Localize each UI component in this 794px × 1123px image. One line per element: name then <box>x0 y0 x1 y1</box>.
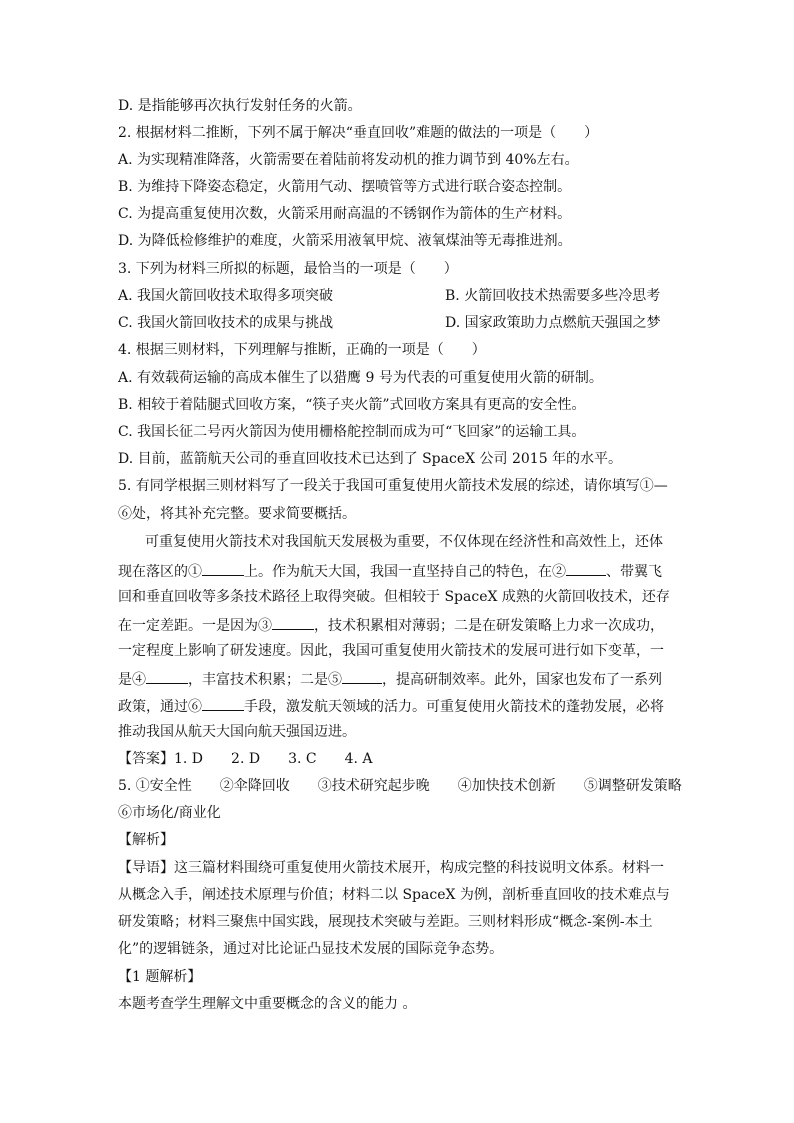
q3-stem: 3. 下列为材料三所拟的标题，最恰当的一项是（ ） <box>118 261 458 277</box>
q3-option-b: B. 火箭回收技术热需要多些冷思考 <box>445 288 661 304</box>
analysis-intro-line4: 化”的逻辑链条，通过对比论证凸显技术发展的国际竞争态势。 <box>118 941 504 957</box>
q3-option-d: D. 国家政策助力点燃航天强国之梦 <box>445 315 661 331</box>
passage-text: ，技术积累相对薄弱；二是在研发策略上力求一次成功， <box>314 618 664 634</box>
passage-text: 是④ <box>118 672 146 688</box>
analysis-intro-line1: 【导语】这三篇材料围绕可重复使用火箭技术展开，构成完整的科技说明文体系。材料一 <box>118 860 664 876</box>
passage-text: 上。作为航天大国，我国一直坚持自己的特色，在② <box>244 564 566 580</box>
q1-analysis-text: 本题考查学生理解文中重要概念的含义的能力 。 <box>118 996 417 1012</box>
q5-passage-line5: 一定程度上影响了研发速度。因此，我国可重复使用火箭技术的发展可进行如下变革，一 <box>118 643 664 659</box>
blank-4 <box>146 668 188 684</box>
q3-option-c: C. 我国火箭回收技术的成果与挑战 <box>118 315 334 331</box>
analysis-intro-line3: 研发策略；材料三聚焦中国实践，展现技术突破与差距。三则材料形成“概念-案例-本土 <box>118 914 653 930</box>
blank-6 <box>202 695 244 711</box>
answer-line1: 【答案】1. D 2. D 3. C 4. A <box>118 751 373 767</box>
passage-text: 现在落区的① <box>118 564 202 580</box>
blank-1 <box>202 560 244 576</box>
q5-passage-line6 <box>118 668 662 688</box>
q5-passage-line4 <box>118 614 664 634</box>
q5-passage-line8: 推动我国从航天大国向航天强国迈进。 <box>118 724 356 740</box>
q2-option-a: A. 为实现精准降落，火箭需要在着陆前将发动机的推力调节到 40%左右。 <box>118 152 579 168</box>
passage-text: 、带翼飞 <box>606 564 662 580</box>
q2-option-d: D. 为降低检修维护的难度，火箭采用液氧甲烷、液氧煤油等无毒推进剂。 <box>118 233 572 249</box>
q4-option-d: D. 目前，蓝箭航天公司的垂直回收技术已达到了 SpaceX 公司 2015 年的水平。 <box>118 451 623 467</box>
q5-passage-line3: 回和垂直回收等多条技术路径上取得突破。但相较于 SpaceX 成熟的火箭回收技术，还存 <box>118 589 670 605</box>
q5-passage-line1: 可重复使用火箭技术对我国航天发展极为重要，不仅体现在经济性和高效性上，还体 <box>145 534 663 550</box>
q5-passage-line7 <box>118 695 664 715</box>
analysis-heading: 【解析】 <box>118 832 174 848</box>
q4-option-b: B. 相较于着陆腿式回收方案，“筷子夹火箭”式回收方案具有更高的安全性。 <box>118 397 586 413</box>
q1-option-d: D. 是指能够再次执行发射任务的火箭。 <box>118 98 362 114</box>
q4-option-c: C. 我国长征二号丙火箭因为使用栅格舵控制而成为可“飞回家”的运输工具。 <box>118 424 586 440</box>
answer-line2: 5. ①安全性 ②伞降回收 ③技术研究起步晚 ④加快技术创新 ⑤调整研发策略 <box>118 778 682 794</box>
passage-text: ，丰富技术积累；二是⑤ <box>188 672 342 688</box>
q4-stem: 4. 根据三则材料，下列理解与推断，正确的一项是（ ） <box>118 342 486 358</box>
passage-text: 在一定差距。一是因为③ <box>118 618 272 634</box>
blank-2 <box>566 560 606 576</box>
answer-line3: ⑥市场化/商业化 <box>118 805 221 821</box>
blank-5 <box>342 668 382 684</box>
passage-text: 政策，通过⑥ <box>118 699 202 715</box>
q5-stem-line2: ⑥处，将其补充完整。要求简要概括。 <box>118 506 356 522</box>
q2-option-c: C. 为提高重复使用次数，火箭采用耐高温的不锈钢作为箭体的生产材料。 <box>118 206 572 222</box>
q1-analysis-heading: 【1 题解析】 <box>118 969 202 985</box>
q2-stem: 2. 根据材料二推断，下列不属于解决“垂直回收”难题的做法的一项是（ ） <box>118 125 599 141</box>
q5-passage-line2 <box>118 560 662 580</box>
q4-option-a: A. 有效载荷运输的高成本催生了以猎鹰 9 号为代表的可重复使用火箭的研制。 <box>118 370 603 386</box>
passage-text: 手段，激发航天领域的活力。可重复使用火箭技术的蓬勃发展，必将 <box>244 699 664 715</box>
analysis-intro-line2: 从概念入手，阐述技术原理与价值；材料二以 SpaceX 为例，剖析垂直回收的技术难点与 <box>118 887 670 903</box>
q2-option-b: B. 为维持下降姿态稳定，火箭用气动、摆喷管等方式进行联合姿态控制。 <box>118 179 572 195</box>
passage-text: ，提高研制效率。此外，国家也发布了一系列 <box>382 672 662 688</box>
blank-3 <box>272 614 314 630</box>
q5-stem-line1: 5. 有同学根据三则材料写了一段关于我国可重复使用火箭技术发展的综述，请你填写①— <box>118 478 668 494</box>
q3-option-a: A. 我国火箭回收技术取得多项突破 <box>118 288 334 304</box>
